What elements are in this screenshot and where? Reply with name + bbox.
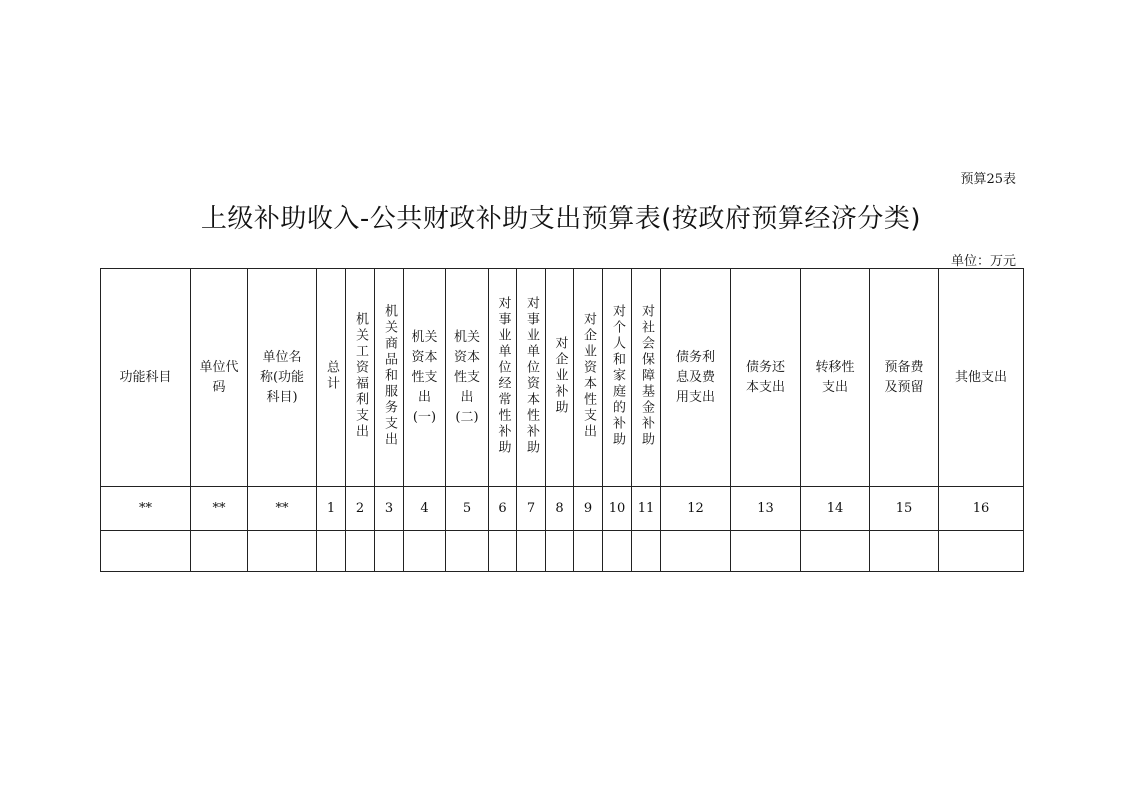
- column-header: [574, 269, 603, 487]
- column-code: 12: [661, 487, 731, 531]
- column-header-label: 债务还 本支出: [745, 359, 785, 395]
- column-header-label: 机关工资福利支出: [353, 311, 368, 440]
- column-code: 16: [939, 487, 1024, 531]
- column-code: 9: [574, 487, 603, 531]
- column-header: [517, 269, 546, 487]
- column-code: 15: [870, 487, 939, 531]
- column-header-label: 对企业资本性支出: [581, 311, 596, 440]
- table-cell: [939, 531, 1024, 572]
- column-header: [346, 269, 375, 487]
- column-header-label: 机关 资本 性支 出 (二): [453, 329, 480, 425]
- column-header: [870, 269, 939, 487]
- column-header-label: 对社会保障基金补助: [639, 303, 654, 448]
- column-code: 3: [375, 487, 404, 531]
- column-code: 8: [546, 487, 574, 531]
- table-cell: [870, 531, 939, 572]
- column-header-label: 对个人和家庭的补助: [610, 303, 625, 448]
- column-header-label: 转移性 支出: [815, 359, 855, 395]
- column-code: 11: [632, 487, 661, 531]
- column-header-label: 机关 资本 性支 出 (一): [411, 329, 438, 425]
- column-code: **: [101, 487, 191, 531]
- column-header: [939, 269, 1024, 487]
- column-header-label: 对事业单位资本性补助: [524, 295, 539, 456]
- column-code: 7: [517, 487, 546, 531]
- unit-label: 单位：万元: [950, 254, 1016, 269]
- column-header: [317, 269, 346, 487]
- column-code-row: [101, 487, 1024, 531]
- column-code: 6: [489, 487, 517, 531]
- table-cell: [731, 531, 801, 572]
- budget-table: [100, 268, 1024, 572]
- column-header-label: 总计: [324, 359, 339, 392]
- column-header-label: 对事业单位经常性补助: [495, 295, 511, 456]
- table-cell: [489, 531, 517, 572]
- column-header: [404, 269, 446, 487]
- form-number: 预算25表: [960, 172, 1016, 187]
- column-header: [661, 269, 731, 487]
- column-header: [446, 269, 489, 487]
- column-header: [489, 269, 517, 487]
- table-cell: [801, 531, 870, 572]
- column-code: 4: [404, 487, 446, 531]
- column-code: 2: [346, 487, 375, 531]
- column-header: [191, 269, 248, 487]
- column-header-label: 对企业补助: [552, 335, 568, 416]
- column-header-label: 单位代 码: [199, 359, 239, 395]
- table-cell: [517, 531, 546, 572]
- table-cell: [191, 531, 248, 572]
- table-row: [101, 531, 1024, 572]
- column-code: **: [248, 487, 317, 531]
- column-header-label: 功能科目: [119, 369, 172, 385]
- table-cell: [375, 531, 404, 572]
- column-header: [546, 269, 574, 487]
- column-code: 1: [317, 487, 346, 531]
- column-header-label: 预备费 及预留: [884, 359, 924, 395]
- column-code: 13: [731, 487, 801, 531]
- column-header-label: 机关商品和服务支出: [382, 303, 397, 448]
- column-code: 14: [801, 487, 870, 531]
- table-cell: [346, 531, 375, 572]
- table-cell: [574, 531, 603, 572]
- column-code: **: [191, 487, 248, 531]
- column-header: [375, 269, 404, 487]
- column-header: [603, 269, 632, 487]
- column-header: [731, 269, 801, 487]
- table-cell: [661, 531, 731, 572]
- header-row: [101, 269, 1024, 487]
- column-header: [101, 269, 191, 487]
- table-cell: [546, 531, 574, 572]
- column-header: [801, 269, 870, 487]
- column-header: [632, 269, 661, 487]
- table-cell: [317, 531, 346, 572]
- column-code: 5: [446, 487, 489, 531]
- table-cell: [446, 531, 489, 572]
- page-title: 上级补助收入-公共财政补助支出预算表(按政府预算经济分类): [200, 204, 922, 234]
- column-header-label: 其他支出: [954, 369, 1007, 385]
- column-header: [248, 269, 317, 487]
- table-cell: [632, 531, 661, 572]
- table-cell: [101, 531, 191, 572]
- table-cell: [603, 531, 632, 572]
- table-cell: [404, 531, 446, 572]
- column-header-label: 单位名 称(功能 科目): [259, 349, 305, 405]
- column-code: 10: [603, 487, 632, 531]
- table-cell: [248, 531, 317, 572]
- column-header-label: 债务利 息及费 用支出: [675, 349, 715, 405]
